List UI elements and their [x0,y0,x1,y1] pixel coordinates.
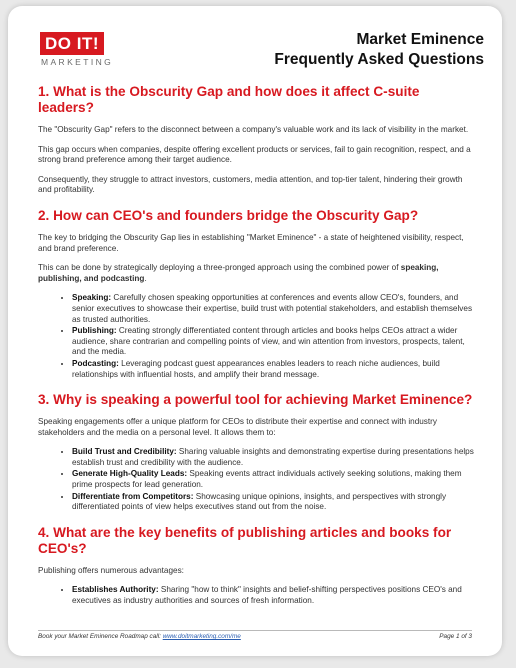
document-title [274,30,484,70]
section-2-intro-end: . [144,273,147,283]
section-4-paragraph-1: Publishing offers numerous advantages: [38,565,184,575]
list-item-title: Build Trust and Credibility: [72,447,177,457]
section-1-paragraph-2: This gap occurs when companies, despite offering excellent products or services, fail to gain recognition, respect, and a strong brand preference among their target audience. [38,144,471,165]
page-footer [38,630,472,640]
list-item-text: Speaking events attract individuals actively seeking solutions, making them prime prospects for lead generation. [72,469,462,490]
logo-subtext: MARKETING [41,57,114,67]
list-item [72,326,476,358]
section-2-list [38,293,476,380]
section-2-intro [38,263,476,284]
page-header [28,26,484,78]
list-item-text: Leveraging podcast guest appearances enables leaders to reach niche audiences, build relationships with influential hosts, and amplify their brand message. [72,358,440,379]
list-item [72,492,476,513]
list-item-text: Sharing "how to think" insights and belief-shifting perspectives positions CEO's and executives as industry authorities and sources of fresh information. [72,585,462,606]
document-page [8,6,502,656]
title-line-2: Frequently Asked Questions [274,51,484,68]
section-1-paragraph-1: The "Obscurity Gap" refers to the disconnect between a company's valuable work and its lack of visibility in the market. [38,125,469,134]
list-item [72,359,476,380]
section-3-list [38,447,476,513]
list-item-text: Creating strongly differentiated content through articles and books helps CEOs attract a wider audience, share contrarian and compelling points of view, and win attention from investors, prospects, talent, and the media. [72,326,465,357]
list-item-title: Speaking: [72,293,112,303]
logo-mark: DO IT! [40,32,104,55]
page-number: Page 1 of 3 [439,633,472,640]
list-item-text: Showcasing unique opinions, insights, and perspectives with strongly differentiated points of view helps executives stand out from the noise. [72,491,447,512]
list-item-text: Carefully chosen speaking opportunities at conferences and events allow CEO's, founders, and senior executives to showcase their expertise, build trust with potential stakeholders, and establish themselves as trusted authorities. [72,293,473,324]
section-2-heading: 2. How can CEO's and founders bridge the Obscurity Gap? [38,207,419,223]
list-item [72,585,476,606]
list-item [72,469,476,490]
title-line-1: Market Eminence [356,31,484,48]
list-item-title: Generate High-Quality Leads: [72,469,188,479]
section-3-heading: 3. Why is speaking a powerful tool for achieving Market Eminence? [38,392,473,408]
footer-text: Book your Market Eminence Roadmap call: [38,633,163,640]
section-1-paragraph-3: Consequently, they struggle to attract investors, customers, media attention, and top-tier talent, hindering their growth and profitability. [38,174,463,195]
list-item-title: Differentiate from Competitors: [72,491,194,501]
section-2-intro-text: This can be done by strategically deploying a three-pronged approach using the combined power of [38,263,401,273]
section-3-paragraph-1: Speaking engagements offer a unique platform for CEOs to distribute their expertise and connect with industry stakeholders and the media on a personal level. It allows them to: [38,417,437,437]
faq-content [38,84,476,619]
section-2-intro-bold: speaking, publishing, and podcasting [38,263,439,283]
list-item-title: Podcasting: [72,358,119,368]
footer-link[interactable]: www.doitmarketing.com/me [162,633,241,640]
list-item-title: Establishes Authority: [72,585,159,595]
section-4-heading: 4. What are the key benefits of publishing articles and books for CEO's? [38,524,452,556]
list-item-title: Publishing: [72,326,117,336]
section-4-list [38,585,476,606]
list-item [72,293,476,325]
section-2-paragraph-1: The key to bridging the Obscurity Gap lies in establishing "Market Eminence" - a state of heightened visibility, respect, and brand preference. [38,232,464,253]
list-item-text: Sharing valuable insights and demonstrating expertise during presentations helps establish trust and credibility with the audience. [72,447,474,467]
list-item [72,447,476,468]
section-1-heading: 1. What is the Obscurity Gap and how does it affect C-suite leaders? [38,84,420,115]
brand-logo [40,32,113,67]
